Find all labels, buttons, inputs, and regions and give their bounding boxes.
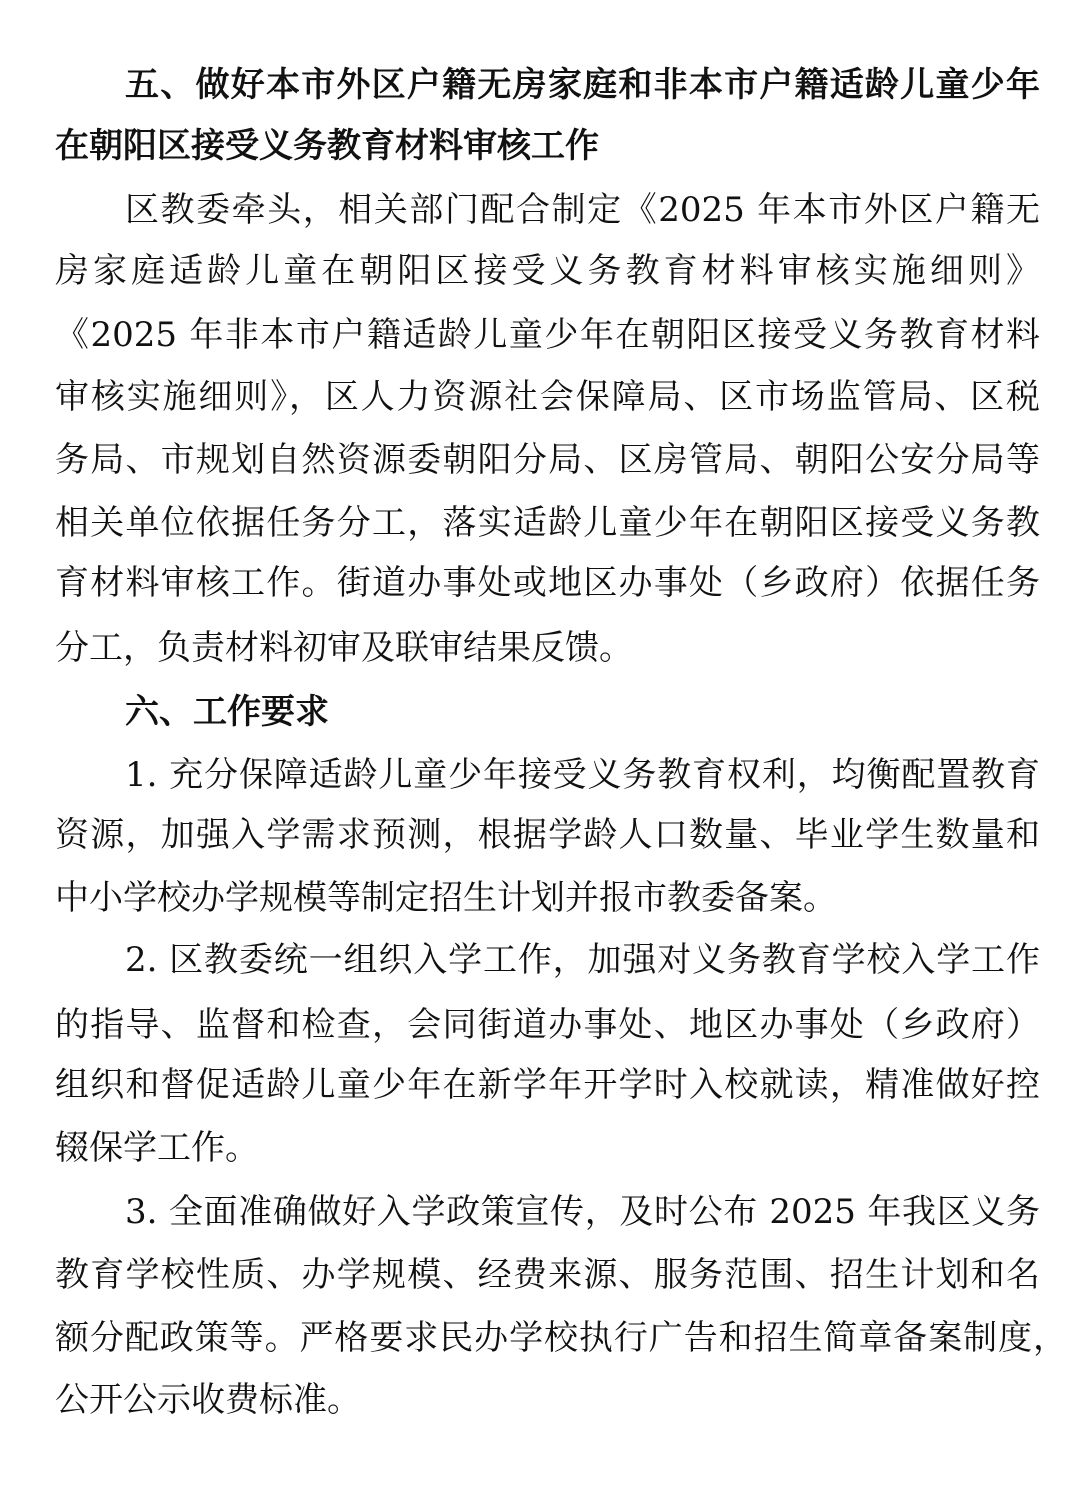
section-heading-line: 五、做好本市外区户籍无房家庭和非本市户籍适龄儿童少年 — [125, 65, 1040, 105]
paragraph-line: 审核实施细则》，区人力资源社会保障局、区市场监管局、区税 — [55, 377, 1040, 417]
paragraph-line: 的指导、监督和检查，会同街道办事处、地区办事处（乡政府） — [55, 1005, 1040, 1045]
paragraph-line: 房家庭适龄儿童在朝阳区接受义务教育材料审核实施细则》 — [55, 251, 1040, 291]
paragraph-line: 《2025 年非本市户籍适龄儿童少年在朝阳区接受义务教育材料 — [55, 315, 1040, 355]
paragraph-line: 育材料审核工作。街道办事处或地区办事处（乡政府）依据任务 — [55, 563, 1040, 603]
paragraph-line: 相关单位依据任务分工，落实适龄儿童少年在朝阳区接受义务教 — [55, 503, 1040, 543]
paragraph-line: 区教委牵头，相关部门配合制定《2025 年本市外区户籍无 — [125, 190, 1040, 230]
paragraph-line: 教育学校性质、办学规模、经费来源、服务范围、招生计划和名 — [55, 1255, 1040, 1295]
section-heading-line: 在朝阳区接受义务教育材料审核工作 — [55, 126, 599, 166]
paragraph-line: 额分配政策等。严格要求民办学校执行广告和招生简章备案制度， — [55, 1318, 1067, 1358]
paragraph-line: 3. 全面准确做好入学政策宣传，及时公布 2025 年我区义务 — [125, 1192, 1040, 1232]
paragraph-line: 公开公示收费标准。 — [55, 1380, 361, 1420]
paragraph-line: 分工，负责材料初审及联审结果反馈。 — [55, 628, 633, 668]
section-heading-line: 六、工作要求 — [125, 692, 329, 732]
paragraph-line: 资源，加强入学需求预测，根据学龄人口数量、毕业学生数量和 — [55, 815, 1040, 855]
paragraph-line: 辍保学工作。 — [55, 1128, 259, 1168]
paragraph-line: 务局、市规划自然资源委朝阳分局、区房管局、朝阳公安分局等 — [55, 440, 1040, 480]
paragraph-line: 组织和督促适龄儿童少年在新学年开学时入校就读，精准做好控 — [55, 1065, 1040, 1105]
paragraph-line: 1. 充分保障适龄儿童少年接受义务教育权利，均衡配置教育 — [125, 755, 1040, 795]
paragraph-line: 中小学校办学规模等制定招生计划并报市教委备案。 — [55, 878, 837, 918]
paragraph-line: 2. 区教委统一组织入学工作，加强对义务教育学校入学工作 — [125, 940, 1040, 980]
